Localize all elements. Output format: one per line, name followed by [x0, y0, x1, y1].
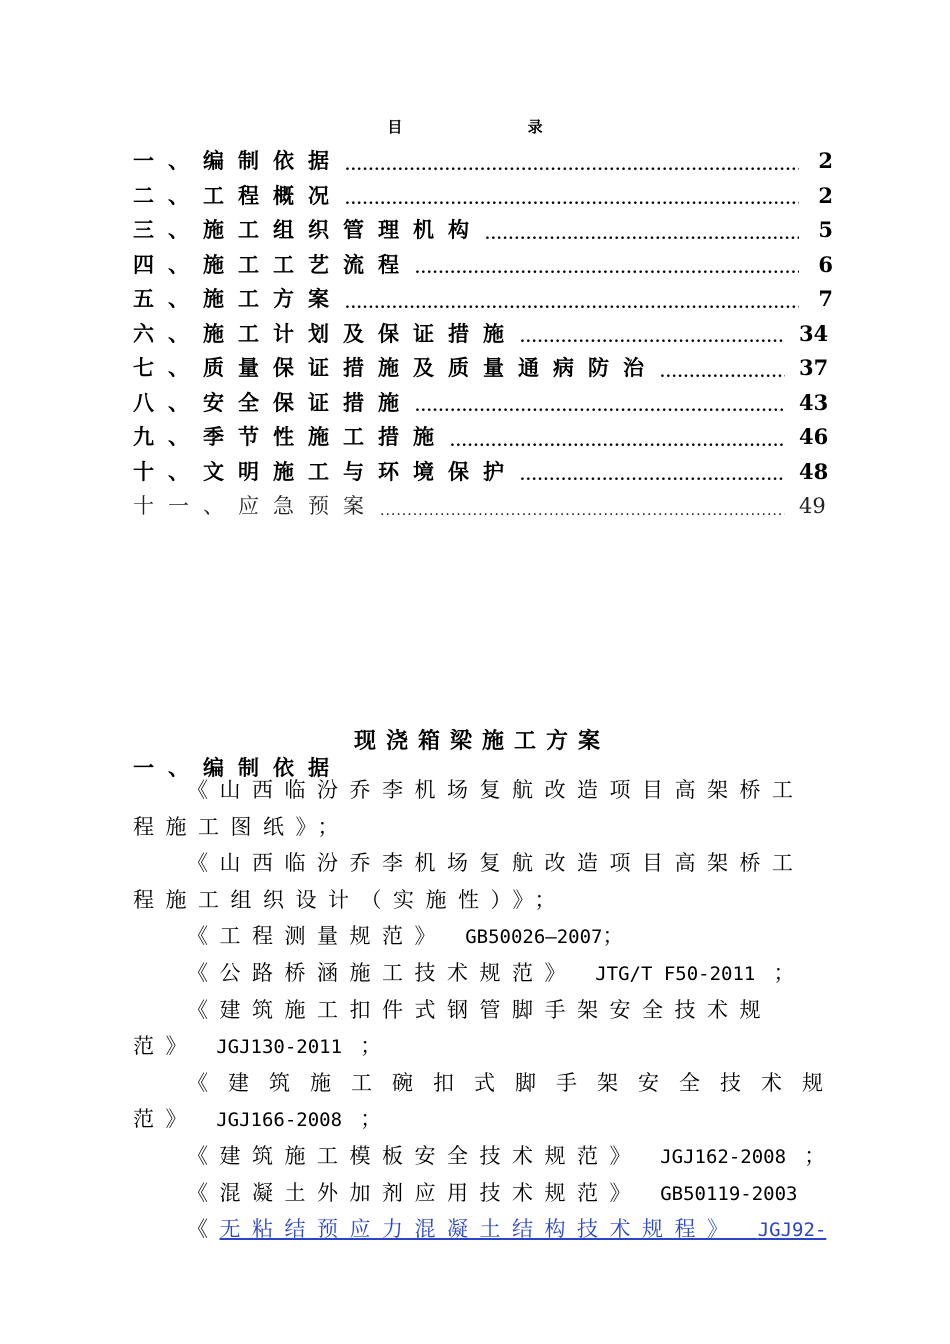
toc-entry-number: 六、: [133, 320, 203, 346]
toc-entry-page: 5: [818, 217, 833, 242]
line-text: 《公路桥涵施工技术规范》: [187, 960, 577, 985]
toc-entry-page: 2: [818, 182, 833, 208]
line-text: 程施工图纸》；: [133, 814, 350, 839]
body-line: [133, 955, 833, 992]
toc-entry[interactable]: [133, 213, 833, 248]
standard-code: JGJ130-2011: [216, 1036, 343, 1059]
line-text: 《山西临汾乔李机场复航改造项目高架桥工: [187, 851, 805, 876]
toc-entry[interactable]: [133, 317, 833, 352]
document-title: 现浇箱梁施工方案: [353, 728, 610, 754]
line-tail: ；: [804, 1143, 837, 1168]
toc-entry-label: 应急预案: [238, 494, 378, 518]
toc-entry-label: 质量保证措施及质量通病防治: [203, 355, 658, 380]
line-text: 范》: [133, 1107, 198, 1132]
toc-leader-dots: [485, 222, 799, 248]
body-line: [133, 809, 833, 846]
standard-code: JGJ162-2008: [660, 1145, 787, 1168]
toc-entry-label: 施工方案: [203, 286, 343, 311]
toc-entry-label: 施工计划及保证措施: [203, 320, 518, 346]
toc-leader-dots: [415, 394, 785, 420]
toc-entry-page: 34: [799, 320, 829, 346]
line-text: 《建筑施工碗扣式脚手架安全技术规: [187, 1070, 843, 1095]
toc-entry-page: 37: [799, 355, 829, 380]
line-text: 《: [187, 1217, 220, 1242]
body-line: [133, 918, 833, 955]
body-line: [133, 1028, 833, 1065]
body-line: [133, 992, 833, 1029]
toc-entry[interactable]: [133, 420, 833, 455]
line-tail: ；: [360, 1107, 393, 1132]
toc-entry-label: 工程概况: [203, 182, 343, 208]
toc-entry-label: 编制依据: [203, 148, 343, 173]
toc-entry[interactable]: [133, 282, 833, 317]
toc-title: 目 录: [387, 118, 603, 136]
section-body: [133, 772, 843, 1248]
toc-entry-page: 48: [799, 458, 829, 484]
line-tail: ；: [602, 924, 635, 949]
toc-entry[interactable]: [133, 386, 833, 421]
toc-leader-dots: [450, 429, 785, 455]
line-text: 《混凝土外加剂应用技术规范》: [187, 1180, 642, 1205]
toc-entry-number: 五、: [133, 286, 203, 311]
toc-leader-dots: [345, 291, 799, 317]
toc-entry-number: 十一、: [133, 494, 238, 518]
body-line: [133, 1138, 837, 1175]
toc-leader-dots: [345, 187, 799, 213]
toc-entry[interactable]: [133, 179, 833, 214]
toc-entry-page: 49: [799, 494, 826, 518]
line-text: 《山西临汾乔李机场复航改造项目高架桥工: [187, 778, 805, 802]
toc-entry-number: 二、: [133, 182, 203, 208]
toc-leader-dots: [660, 360, 785, 386]
table-of-contents: [133, 144, 833, 524]
toc-entry-label: 季节性施工措施: [203, 424, 448, 449]
line-text: 范》: [133, 1034, 198, 1059]
toc-entry-number: 一、: [133, 148, 203, 173]
standard-link[interactable]: [220, 1217, 827, 1241]
standard-code: GB50026—2007: [465, 926, 603, 949]
link-text: 无粘结预应力混凝土结构技术规程》: [219, 1217, 740, 1242]
toc-entry-number: 七、: [133, 355, 203, 380]
line-text: 《工程测量规范》: [187, 924, 447, 949]
toc-leader-dots: [345, 153, 799, 179]
toc-entry-number: 九、: [133, 424, 203, 449]
toc-entry[interactable]: [133, 455, 833, 490]
body-line: [133, 772, 833, 809]
toc-entry-page: 46: [799, 424, 829, 449]
standard-code: JTG/T F50-2011: [595, 962, 756, 985]
toc-entry[interactable]: [133, 144, 833, 179]
line-tail: ；: [360, 1034, 393, 1059]
toc-entry-label: 文明施工与环境保护: [203, 458, 518, 484]
toc-entry-page: 7: [818, 286, 833, 311]
toc-leader-dots: [520, 463, 785, 489]
body-line: [133, 845, 833, 882]
line-tail: ；: [773, 960, 807, 985]
standard-code: GB50119-2003: [660, 1182, 798, 1205]
standard-code: JGJ92-: [757, 1219, 827, 1242]
toc-entry-number: 十、: [133, 458, 203, 484]
standard-code: JGJ166-2008: [216, 1109, 343, 1132]
toc-leader-dots: [520, 325, 785, 351]
toc-entry[interactable]: [133, 351, 833, 386]
toc-entry-number: 四、: [133, 251, 203, 277]
section-heading: 一、编制依据: [133, 755, 343, 780]
toc-leader-dots: [415, 256, 799, 282]
toc-entry-number: 三、: [133, 217, 203, 242]
body-line: [133, 1101, 833, 1138]
body-line: [133, 1065, 843, 1102]
body-line: [133, 1175, 833, 1212]
toc-entry[interactable]: [133, 248, 833, 283]
toc-entry-number: 八、: [133, 389, 203, 415]
toc-entry-label: 施工工艺流程: [203, 251, 413, 277]
body-line: [133, 882, 833, 919]
toc-entry-page: 6: [818, 251, 833, 277]
toc-leader-dots: [380, 498, 785, 524]
toc-entry-label: 安全保证措施: [203, 389, 413, 415]
toc-entry-page: 43: [799, 389, 829, 415]
toc-entry-label: 施工组织管理机构: [203, 217, 483, 242]
toc-entry-page: 2: [818, 148, 833, 173]
line-text: 《建筑施工扣件式钢管脚手架安全技术规: [187, 997, 772, 1022]
toc-entry[interactable]: [133, 489, 833, 524]
line-text: 程施工组织设计（实施性）》；: [133, 887, 567, 912]
line-text: 《建筑施工模板安全技术规范》: [187, 1143, 642, 1168]
body-line: [133, 1211, 833, 1248]
